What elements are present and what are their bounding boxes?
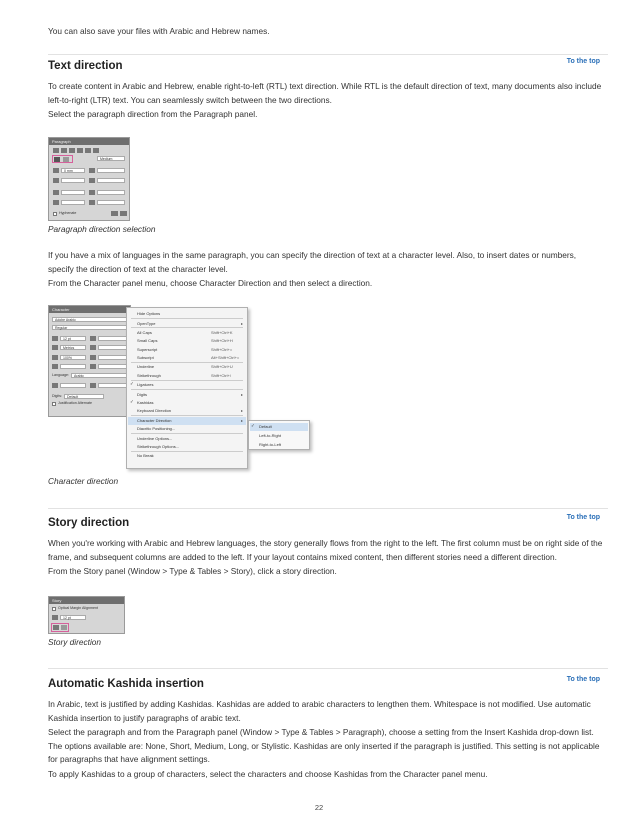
page-number: 22	[314, 803, 324, 812]
heading-text-direction: Text direction	[48, 60, 123, 72]
menu-shortcut: Shift+Ctrl+=	[211, 346, 233, 352]
menu-item[interactable]: Digits	[137, 391, 148, 397]
menu-item[interactable]: Superscript	[137, 346, 158, 352]
story-panel-image: Story Optical Margin Alignment 12 pt	[48, 596, 125, 634]
menu-shortcut: Shift+Ctrl+U	[211, 364, 233, 370]
text-direction-instruction: Select the paragraph direction from the Paragraph panel.	[48, 109, 258, 119]
text-direction-paragraph: To create content in Arabic and Hebrew, enable right-to-left (RTL) text direction. While RTL is the default direction of text, many documents also include left-to-right (LTR) text. You can seamlessly switch between the two directions.	[48, 81, 602, 105]
caption-story-direction: Story direction	[48, 637, 102, 647]
submenu-item[interactable]: Right-to-Left	[259, 442, 282, 447]
menu-item[interactable]: Kashidas	[137, 400, 154, 405]
to-top-link[interactable]: To the top	[566, 514, 600, 521]
menu-item[interactable]: Small Caps	[137, 338, 158, 344]
menu-separator	[131, 318, 243, 319]
submenu-item[interactable]: Default	[259, 424, 272, 429]
menu-item[interactable]: Hide Options	[137, 311, 161, 316]
submenu-arrow-icon: ▸	[240, 417, 243, 423]
story-direction-instruction: From the Story panel (Window > Type & Tables > Story), click a story direction.	[48, 566, 337, 576]
character-direction-instruction: From the Character panel menu, choose Character Direction and then select a direction.	[48, 278, 373, 288]
menu-item[interactable]: Character Direction	[137, 417, 172, 423]
menu-item[interactable]: Keyboard Direction	[137, 408, 172, 414]
character-panel-menu	[126, 307, 248, 469]
menu-separator	[131, 451, 243, 452]
to-top-link[interactable]: To the top	[566, 58, 600, 65]
submenu-item[interactable]: Left-to-Right	[259, 433, 282, 438]
menu-item[interactable]: Strikethrough Options...	[137, 443, 180, 449]
menu-item[interactable]: Underline	[137, 364, 155, 370]
menu-item[interactable]: Subscript	[137, 354, 154, 360]
menu-item[interactable]: Underline Options...	[137, 435, 173, 441]
menu-item[interactable]: No Break	[137, 453, 154, 459]
intro-text: You can also save your files with Arabic and Hebrew names.	[48, 26, 270, 36]
section-divider	[48, 508, 608, 509]
section-divider	[48, 668, 608, 669]
heading-story-direction: Story direction	[48, 517, 130, 529]
submenu-arrow-icon: ▸	[240, 408, 243, 414]
character-direction-submenu: ✓ Default Left-to-Right Right-to-Left	[248, 420, 310, 450]
menu-separator	[131, 327, 243, 328]
kashida-paragraph-3: To apply Kashidas to a group of characters, select the characters and choose Kashidas from the Character panel menu.	[48, 769, 488, 779]
menu-separator	[131, 389, 243, 390]
character-panel-image: Character Adobe Arabic Regular 12 pt Metrics 100% Language: Arabic Digits: Default Justification Alternate	[48, 305, 131, 417]
kashida-paragraph-2: Select the paragraph and from the Paragraph panel (Window > Type & Tables > Paragraph), choose a setting from the Insert Kashida drop-down list. The options available are: None, Short, Medium, Long, or Stylistic. Kashidas are only inserted if the paragraph is justified. This setting is not applicable for paragraphs that have alignment settings.	[48, 727, 600, 765]
caption-paragraph-direction: Paragraph direction selection	[48, 224, 156, 234]
menu-item[interactable]: All Caps	[137, 330, 152, 335]
mixed-languages-paragraph: If you have a mix of languages in the same paragraph, you can specify the direction of text at a character level. Also, to insert dates or numbers, specify the direction of text at the character level.	[48, 250, 577, 274]
menu-item[interactable]: Diacritic Positioning...	[137, 426, 176, 432]
menu-shortcut: Shift+Ctrl+K	[211, 330, 233, 335]
kashida-paragraph-1: In Arabic, text is justified by adding Kashidas. Kashidas are added to arabic characters to lengthen them. Whitespace is not modified. Use automatic Kashida insertion to justify paragraphs of arabic text.	[48, 699, 591, 723]
menu-separator	[131, 362, 243, 363]
menu-separator	[131, 380, 243, 381]
paragraph-panel-image: Paragraph Medium 0 mm Hyphenate	[48, 137, 130, 221]
menu-item[interactable]: Ligatures	[137, 382, 154, 388]
submenu-arrow-icon: ▸	[240, 391, 243, 397]
to-top-link[interactable]: To the top	[566, 676, 600, 683]
caption-character-direction: Character direction	[48, 476, 119, 486]
check-icon: ✓	[130, 399, 134, 404]
section-divider	[48, 54, 608, 55]
menu-item[interactable]: Strikethrough	[137, 372, 161, 378]
menu-shortcut: Alt+Shift+Ctrl+=	[211, 354, 240, 360]
check-icon: ✓	[130, 381, 134, 387]
paragraph-panel-title: Paragraph	[49, 138, 129, 145]
submenu-arrow-icon: ▸	[240, 320, 243, 326]
menu-separator	[131, 433, 243, 434]
heading-kashida: Automatic Kashida insertion	[48, 678, 204, 690]
menu-shortcut: Shift+Ctrl+/	[211, 372, 232, 378]
story-direction-paragraph: When you're working with Arabic and Hebrew languages, the story generally flows from the right to the left. The first column must be on right side of the frame, and subsequent columns are added to the left. If your layout contains mixed content, then different stories need a different direction.	[48, 538, 603, 562]
menu-item[interactable]: OpenType	[137, 320, 156, 326]
menu-shortcut: Shift+Ctrl+H	[211, 338, 233, 344]
